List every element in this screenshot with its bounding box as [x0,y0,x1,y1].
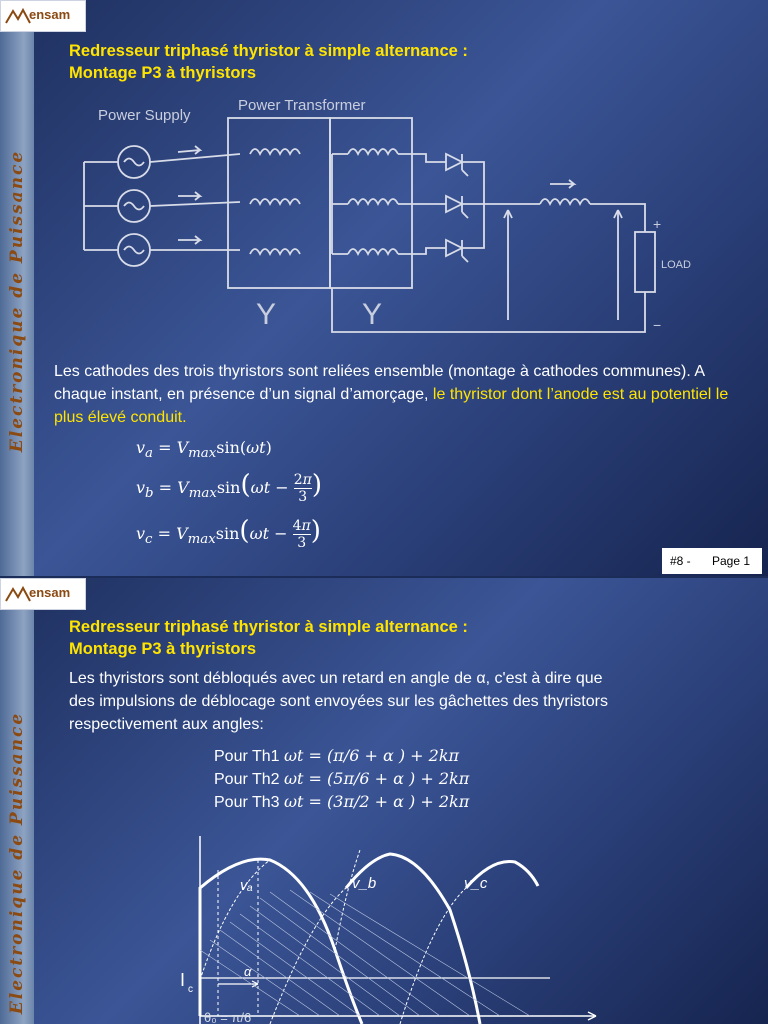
firing-angle-th1 [214,745,459,768]
load-plus: + [653,216,662,232]
load-label: LOAD [661,259,691,271]
cathode-paragraph-white: Les cathodes des trois thyristors sont reliées ensemble (montage à cathodes communes). A chaque instant, en présence d’un signal d’amorçage, [54,363,705,403]
slide-title-line-2: Montage P3 à thyristors [69,64,257,82]
slide-title-line-1: Redresseur triphasé thyristor à simple alternance : [69,42,468,60]
ic-label: I [180,970,186,990]
firing-angle-th2-formula: ωt = (5π/6 + α ) + 2kπ [283,769,470,788]
firing-angle-th2 [214,768,469,791]
ic-subscript: c [188,984,193,995]
delay-paragraph-line-3: respectivement aux angles: [69,716,264,733]
primary-y-label: Y [256,298,277,331]
firing-angle-th1-label: Pour Th1 [214,748,280,765]
slide-title [69,40,468,84]
sidebar-title: Electronique de Puissance [7,711,27,1015]
equation-va: $v_a = V_{max}\sin(\omega t)$ [136,438,272,462]
logo-text: ensam [29,585,71,600]
slide-title [69,616,468,660]
cathode-paragraph-highlight-1: le thyristor [432,386,507,403]
secondary-y-label: Y [362,298,383,331]
sidebar [0,578,34,1024]
equation-vb: $v_b = V_{max}\sin(\omega t$ − $\frac{2\pi}{3}$ ) [136,470,322,505]
cathode-paragraph-highlight-2: dont l’anode est au potentiel le plus élevé conduit. [54,386,729,426]
slide-title-line-1: Redresseur triphasé thyristor à simple alternance : [69,618,468,636]
va-label: vₐ [240,877,253,894]
page-indicator [662,548,762,574]
sidebar [0,0,34,576]
power-transformer-label: Power Transformer [238,97,366,114]
delay-paragraph-line-1: Les thyristors sont débloqués avec un retard en angle de α, c'est à dire que [69,670,603,687]
delay-paragraph-line-2: des impulsions de déblocage sont envoyées sur les gâchettes des thyristors [69,693,608,710]
equation-vc: $v_c = V_{max}\sin(\omega t$ − $\frac{4\pi}{3}$ ) [136,516,321,551]
cathode-paragraph [54,360,744,429]
firing-angle-th2-label: Pour Th2 [214,771,280,788]
delay-paragraph [69,667,759,736]
firing-angle-th3-label: Pour Th3 [214,794,280,811]
logo-text: ensam [29,7,71,22]
firing-angle-th3-formula: ωt = (3π/2 + α ) + 2kπ [283,792,470,811]
vb-label: v_b [352,875,377,892]
logo [0,578,86,610]
vc-label: v_c [464,875,488,892]
logo [0,0,86,32]
sidebar-title: Electronique de Puissance [7,149,27,453]
slide-title-line-2: Montage P3 à thyristors [69,640,257,658]
circuit-diagram [70,92,700,347]
power-supply-label: Power Supply [98,107,191,124]
theta-label: θ₀ = π/6 [204,1010,252,1024]
logo-icon [5,7,31,25]
slide-2 [0,578,768,1024]
slide-number: #8 - [670,554,691,568]
waveform-graph [170,830,610,1024]
load-minus: − [653,317,662,333]
firing-angle-th3 [214,791,469,814]
logo-icon [5,585,31,603]
firing-angle-th1-formula: ωt = (π/6 + α ) + 2kπ [283,746,460,765]
alpha-label: α [244,964,252,979]
page-label: Page 1 [712,554,751,568]
